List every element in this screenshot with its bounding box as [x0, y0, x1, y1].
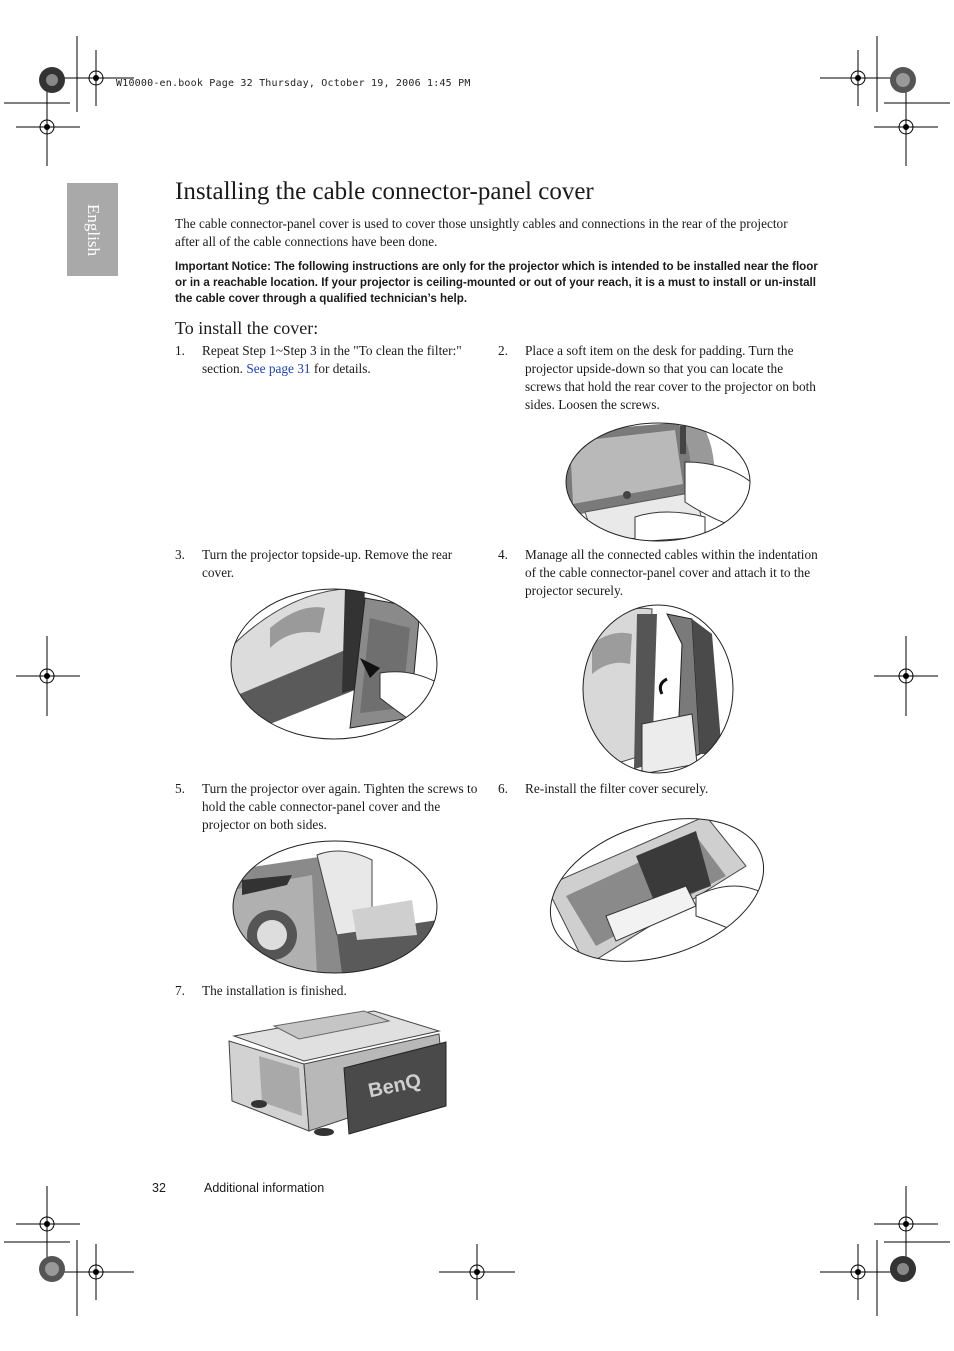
step-4 — [498, 546, 818, 604]
step-text: Place a soft item on the desk for padding. Turn the projector upside-down so that you can locate the screws that hold the rear cover to the projector on both sides. Loosen the screws. — [525, 343, 816, 412]
brand-logo-text: BenQ — [366, 1069, 424, 1103]
language-tab-label: English — [83, 203, 103, 256]
step-text: The installation is finished. — [202, 983, 347, 998]
step-number: 4. — [498, 547, 508, 562]
section-subheading: To install the cover: — [175, 318, 319, 338]
step-number: 5. — [175, 781, 185, 796]
step-number: 2. — [498, 343, 508, 358]
page-link[interactable]: See page 31 — [246, 361, 311, 376]
step-7 — [175, 982, 485, 1004]
step-text: Turn the projector over again. Tighten the screws to hold the cable connector-panel cover and the projector on both sides. — [202, 781, 478, 832]
step-3-illustration — [230, 588, 438, 740]
important-notice: Important Notice: The following instructions are only for the projector which is intended to be installed near the floor or in a reachable location. If your projector is ceiling-mounted or out of your reach, it is a must to install or un-install the cable cover through a qualified technician’s help. — [175, 260, 818, 305]
step-6 — [498, 780, 818, 802]
step-text: Manage all the connected cables within the indentation of the cable connector-panel cover and attach it to the projector securely. — [525, 547, 818, 598]
step-4-illustration — [582, 604, 734, 774]
step-number: 7. — [175, 983, 185, 998]
step-2 — [498, 342, 818, 416]
step-2-illustration — [565, 422, 751, 542]
step-1 — [175, 342, 485, 382]
step-text: Turn the projector topside-up. Remove the rear cover. — [202, 547, 453, 580]
page-title: Installing the cable connector-panel cover — [175, 178, 594, 205]
print-header: W10000-en.book Page 32 Thursday, October 19, 2006 1:45 PM — [116, 78, 471, 89]
step-5 — [175, 780, 487, 838]
page-number: 32 — [152, 1181, 166, 1195]
step-6-illustration — [546, 806, 768, 974]
step-number: 3. — [175, 547, 185, 562]
section-name: Additional information — [204, 1181, 325, 1195]
step-text: Re-install the filter cover securely. — [525, 781, 709, 796]
step-3 — [175, 546, 485, 586]
language-tab — [67, 183, 118, 276]
step-5-illustration — [232, 840, 438, 974]
step-text: Repeat Step 1~Step 3 in the "To clean the filter:" section. See page 31 for details. — [202, 343, 462, 376]
step-number: 1. — [175, 343, 185, 358]
intro-paragraph: The cable connector-panel cover is used to cover those unsightly cables and connections in the rear of the projector after all of the cable connections have been done. — [175, 216, 788, 249]
step-number: 6. — [498, 781, 508, 796]
step-7-illustration — [224, 1006, 450, 1138]
